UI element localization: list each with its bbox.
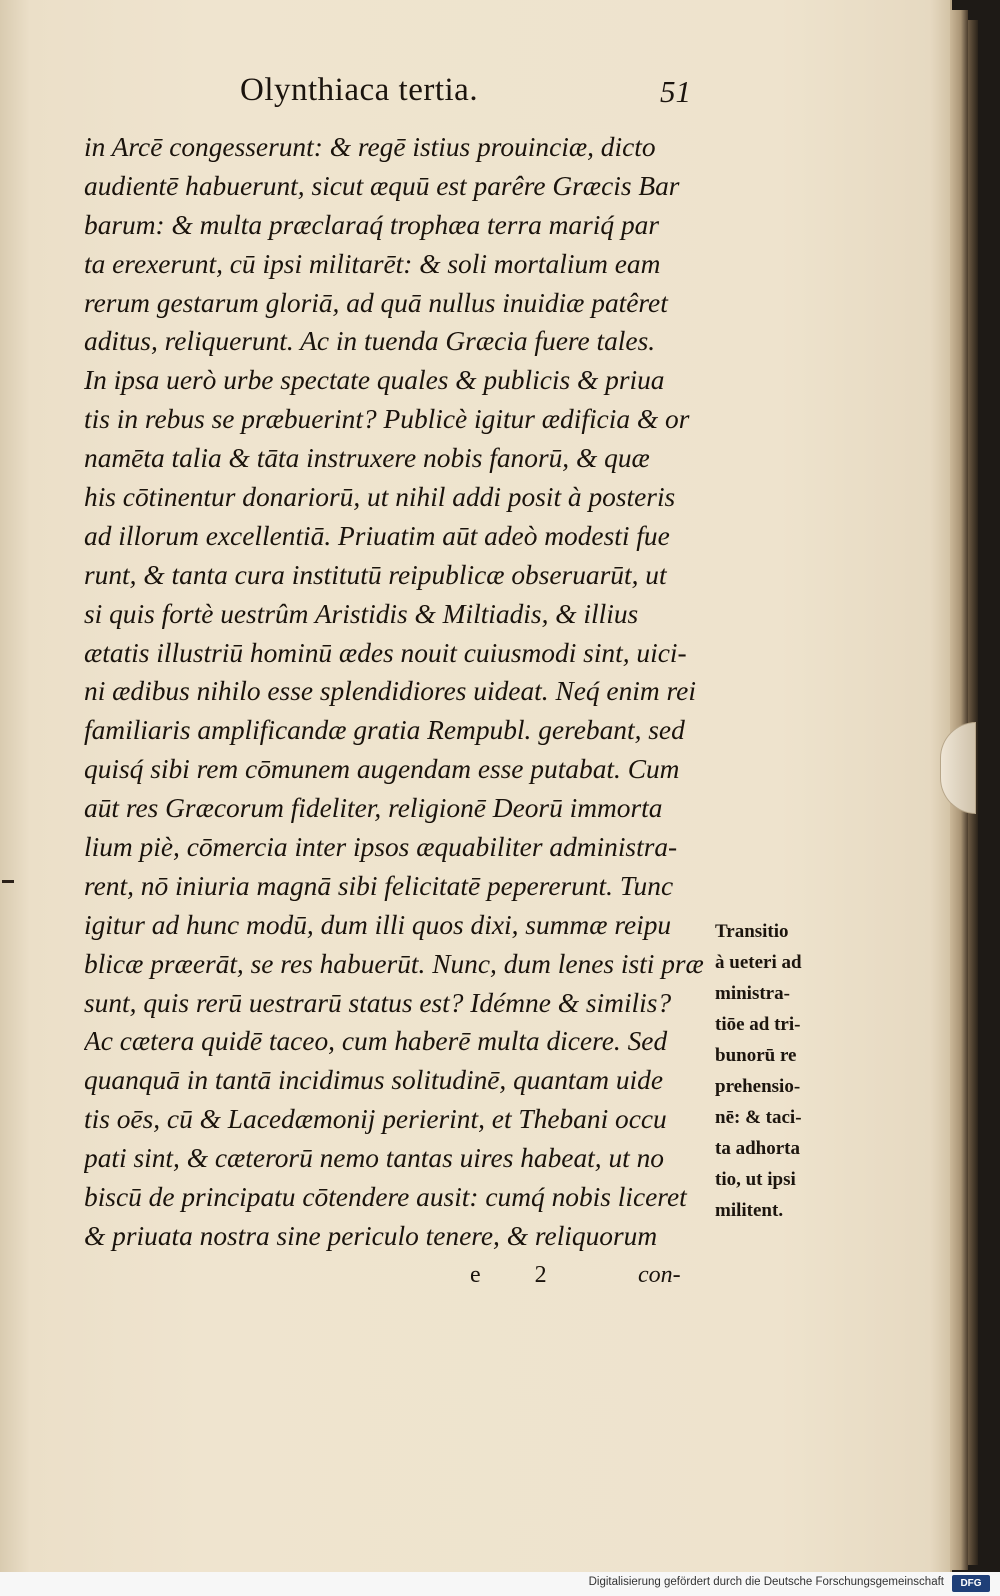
- text-line: tis in rebus se præbuerint? Publicè igitur ædificia & or: [84, 404, 690, 435]
- marginal-note-line: ta adhorta: [715, 1138, 800, 1159]
- funding-notice: Digitalisierung gefördert durch die Deutsche Forschungsgemeinschaft: [588, 1576, 944, 1588]
- text-line: si quis fortè uestrûm Aristidis & Miltiadis, & illius: [84, 598, 639, 629]
- text-line: runt, & tanta cura institutū reipublicæ obseruarūt, ut: [84, 559, 667, 590]
- text-line: ætatis illustriū hominū ædes nouit cuiusmodi sint, uici-: [84, 637, 687, 668]
- text-line: in Arcē congesserunt: & regē istius prouinciæ, dicto: [84, 132, 656, 162]
- digitization-banner: [0, 1572, 1000, 1596]
- page-header: [240, 72, 710, 122]
- text-line: Ac cætera quidē taceo, cum haberē multa dicere. Sed: [84, 1026, 668, 1057]
- marginal-note-line: tio, ut ipsi: [715, 1169, 796, 1190]
- text-line: sunt, quis rerū uestrarū status est? Idémne & similis?: [84, 987, 672, 1018]
- marginal-note-line: tiōe ad tri-: [715, 1014, 801, 1035]
- text-line: biscū de principatu cōtendere ausit: cumq́ nobis liceret: [84, 1182, 687, 1213]
- text-line: pati sint, & cæterorū nemo tantas uires habeat, ut no: [84, 1143, 665, 1174]
- text-line: & priuata nostra sine periculo tenere, & reliquorum: [84, 1220, 658, 1251]
- marginal-note-line: nē: & taci-: [715, 1107, 802, 1128]
- text-line: his cōtinentur donariorū, ut nihil addi posit à posteris: [84, 482, 676, 513]
- text-line: aūt res Græcorum fideliter, religionē Deorū immorta: [84, 793, 663, 824]
- text-line: audientē habuerunt, sicut æquū est parêre Græcis Bar: [84, 170, 680, 201]
- dfg-logo: DFG: [952, 1575, 990, 1592]
- text-line: quisq́ sibi rem cōmunem augendam esse putabat. Cum: [84, 754, 680, 785]
- page-number: 51: [660, 74, 691, 109]
- page-footer: [470, 1262, 710, 1302]
- running-head: Olynthiaca tertia.: [240, 72, 479, 108]
- text-line: igitur ad hunc modū, dum illi quos dixi, summæ reipu: [84, 909, 672, 940]
- marginal-note: [715, 916, 833, 1226]
- marginal-note-line: militent.: [715, 1200, 784, 1221]
- catchword: con-: [638, 1262, 681, 1288]
- text-line: rent, nō iniuria magnā sibi felicitatē pepererunt. Tunc: [84, 870, 674, 901]
- marginal-note-line: à ueteri ad: [715, 952, 802, 973]
- text-line: barum: & multa præclaraq́ trophæa terra mariq́ par: [84, 209, 659, 240]
- text-line: blicæ præerāt, se res habuerūt. Nunc, dum lenes isti præ: [84, 948, 704, 979]
- margin-mark: [2, 880, 14, 883]
- text-line: familiaris amplificandæ gratia Rempubl. gerebant, sed: [84, 715, 685, 746]
- marginal-note-line: prehensio-: [715, 1076, 801, 1097]
- text-line: ni ædibus nihilo esse splendidiores uideat. Neq́ enim rei: [84, 676, 696, 707]
- text-line: ta erexerunt, cū ipsi militarēt: & soli mortalium eam: [84, 248, 661, 279]
- text-line: rerum gestarum gloriā, ad quā nullus inuidiæ patêret: [84, 287, 668, 318]
- signature-mark: e 2: [470, 1262, 571, 1288]
- text-line: lium piè, cōmercia inter ipsos æquabiliter administra-: [84, 832, 678, 863]
- marginal-note-line: ministra-: [715, 983, 790, 1004]
- marginal-note-line: bunorū re: [715, 1045, 797, 1066]
- text-line: quanquā in tantā incidimus solitudinē, quantam uide: [84, 1065, 663, 1096]
- text-line: ad illorum excellentiā. Priuatim aūt adeò modesti fue: [84, 520, 670, 551]
- text-line: In ipsa uerò urbe spectate quales & publicis & priua: [84, 365, 665, 396]
- text-line: namēta talia & tāta instruxere nobis fanorū, & quæ: [84, 443, 650, 474]
- text-line: aditus, reliquerunt. Ac in tuenda Græcia fuere tales.: [84, 326, 656, 357]
- marginal-note-line: Transitio: [715, 921, 789, 942]
- text-line: tis oēs, cū & Lacedæmonij perierint, et Thebani occu: [84, 1104, 667, 1135]
- main-text-block: [84, 128, 714, 1256]
